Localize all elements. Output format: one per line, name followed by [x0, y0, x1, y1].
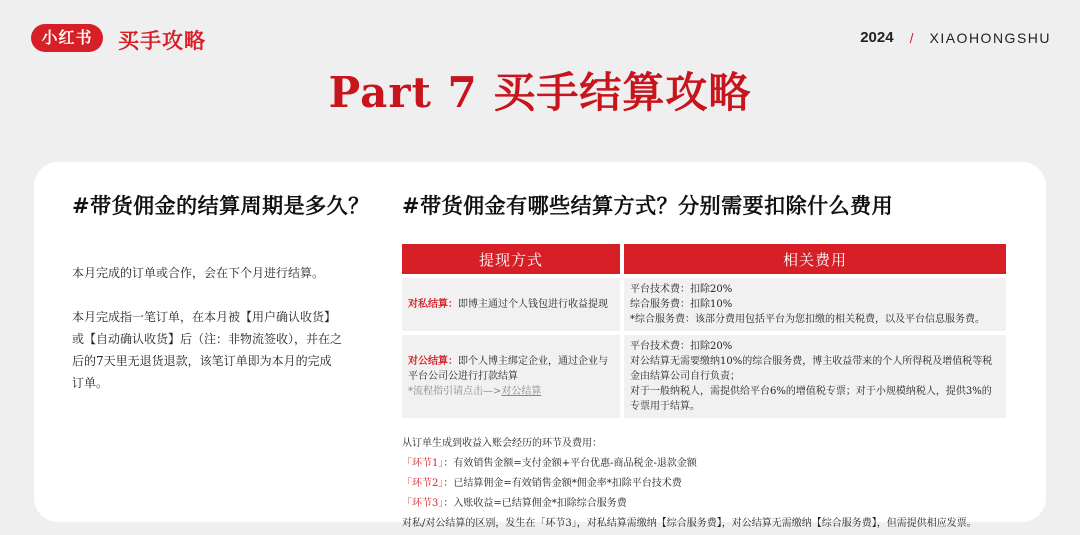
settlement-cycle-para1: 本月完成的订单或合作，会在下个月进行结算。: [72, 266, 325, 280]
fee-line: 平台技术费：扣除20%: [630, 341, 733, 352]
settlement-cycle-para2: 本月完成指一笔订单，在本月被【用户确认收货】或【自动确认收货】后（注：非物流签收），并在之后的7天里无退货退款，该笔订单即为本月的完成订单。: [72, 310, 343, 390]
process-hint: [408, 384, 614, 399]
header-meta: [860, 29, 1051, 46]
left-column: [72, 190, 370, 394]
step-text: ：已结算佣金=有效销售金额*佣金率*扣除平台技术费: [443, 478, 682, 489]
notes-intro: 从订单生成到收益入账会经历的环节及费用：: [402, 438, 602, 449]
method-cell: [402, 278, 620, 331]
method-label: 对私结算：: [408, 299, 458, 310]
method-desc: 即个人博主绑定企业，通过企业与平台公司公进行打款结算: [408, 356, 608, 382]
hint-prefix: *流程指引请点击—>: [408, 386, 502, 397]
note-step: [402, 494, 1017, 514]
separator: /: [909, 29, 914, 46]
fees-cell: [624, 278, 1006, 331]
step-tag: 「环节1」: [402, 458, 444, 469]
method-cell: [402, 335, 620, 418]
fees-cell: [624, 335, 1006, 418]
note-step: [402, 454, 1017, 474]
step-text: ：有效销售金额=支付金额+平台优惠-商品税金-退款金额: [443, 458, 697, 469]
content-card: [34, 162, 1046, 529]
page-title: Part 7 买手结算攻略: [328, 68, 752, 117]
method-desc: 即博主通过个人钱包进行收益提现: [458, 299, 608, 310]
fees-table: [398, 240, 1010, 422]
fee-line: 对于一般纳税人，需提供给平台6%的增值税专票；对于小规模纳税人，提供3%的专票用于结算。: [630, 386, 992, 412]
brand-title: 买手攻略: [118, 28, 206, 53]
fee-line: 平台技术费：扣除20%: [630, 284, 733, 295]
right-column: [402, 190, 1017, 534]
table-row: [402, 335, 1006, 418]
step-tag: 「环节3」: [402, 498, 444, 509]
step-text: ：入账收益=已结算佣金*扣除综合服务费: [443, 498, 627, 509]
year-label: 2024: [860, 29, 894, 46]
public-settlement-link[interactable]: 对公结算: [501, 386, 542, 397]
note-step: [402, 474, 1017, 494]
notes-summary: 对私/对公结算的区别，发生在「环节3」，对私结算需缴纳【综合服务费】，对公结算无需缴纳【综合服务费】，但需提供相应发票。: [402, 518, 977, 529]
method-label: 对公结算：: [408, 356, 458, 367]
table-header-method: 提现方式: [402, 244, 620, 274]
settlement-method-title: #带货佣金有哪些结算方式？分别需要扣除什么费用: [402, 193, 894, 218]
fee-line: 对公结算无需要缴纳10%的综合服务费，博主收益带来的个人所得税及增值税等税金由结算公司自行负责；: [630, 356, 993, 382]
table-header-fees: 相关费用: [624, 244, 1006, 274]
site-label: XIAOHONGSHU: [929, 29, 1051, 46]
table-row: [402, 278, 1006, 331]
step-tag: 「环节2」: [402, 478, 444, 489]
fee-line: *综合服务费：该部分费用包括平台为您扣缴的相关税费，以及平台信息服务费。: [630, 314, 985, 325]
process-notes: [402, 434, 1017, 534]
fee-line: 综合服务费：扣除10%: [630, 299, 733, 310]
settlement-cycle-title: #带货佣金的结算周期是多久？: [72, 193, 370, 218]
logo-badge[interactable]: 小红书: [31, 24, 103, 52]
